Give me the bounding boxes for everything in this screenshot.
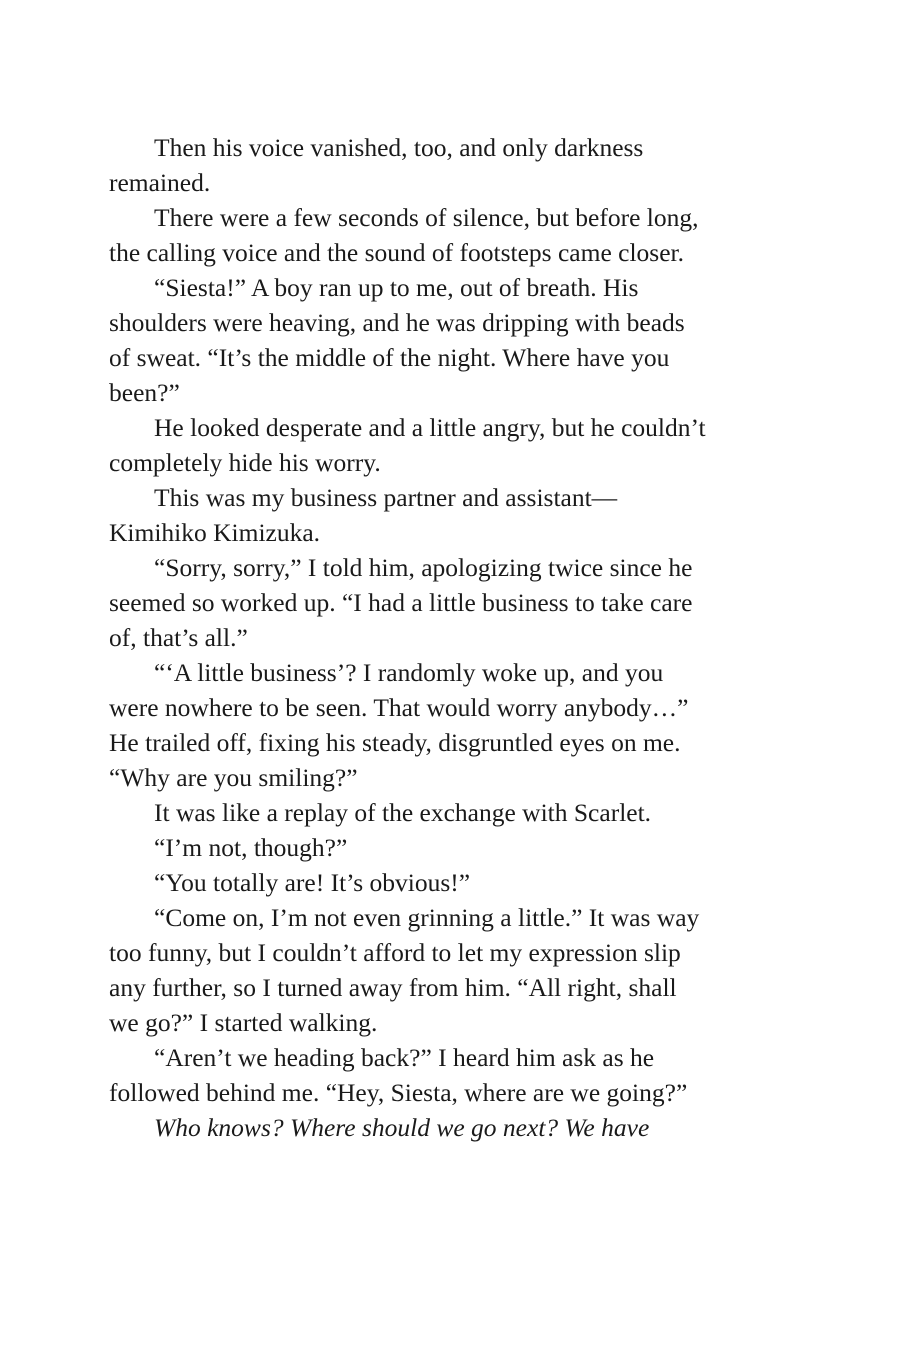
paragraph: Then his voice vanished, too, and only darkness remained. [109, 133, 644, 197]
paragraph: “Aren’t we heading back?” I heard him ask as he followed behind me. “Hey, Siesta, where are we going?” [109, 1043, 688, 1107]
paragraph: It was like a replay of the exchange with Scarlet. [154, 798, 652, 827]
paragraph: “Siesta!” A boy ran up to me, out of breath. His shoulders were heaving, and he was dripping with beads of sweat. “It’s the middle of the night. Where have you been?” [109, 273, 685, 407]
paragraph: “I’m not, though?” [154, 833, 348, 862]
paragraph: “‘A little business’? I randomly woke up, and you were nowhere to be seen. That would worry anybody…” He trailed off, fixing his steady, disgruntled eyes on me. “Why are you smiling?” [109, 658, 689, 792]
paragraph: There were a few seconds of silence, but before long, the calling voice and the sound of footsteps came closer. [109, 203, 699, 267]
paragraph: “Sorry, sorry,” I told him, apologizing twice since he seemed so worked up. “I had a little business to take care of, that’s all.” [109, 553, 693, 652]
page-body-text [109, 130, 709, 1145]
paragraph: “You totally are! It’s obvious!” [154, 868, 471, 897]
paragraph: “Come on, I’m not even grinning a little.” It was way too funny, but I couldn’t afford to let my expression slip any further, so I turned away from him. “All right, shall we go?” I started walking. [109, 903, 700, 1037]
paragraph: This was my business partner and assistant—Kimihiko Kimizuka. [109, 483, 618, 547]
italic-paragraph: Who knows? Where should we go next? We have [154, 1113, 650, 1142]
paragraph: He looked desperate and a little angry, but he couldn’t completely hide his worry. [109, 413, 706, 477]
